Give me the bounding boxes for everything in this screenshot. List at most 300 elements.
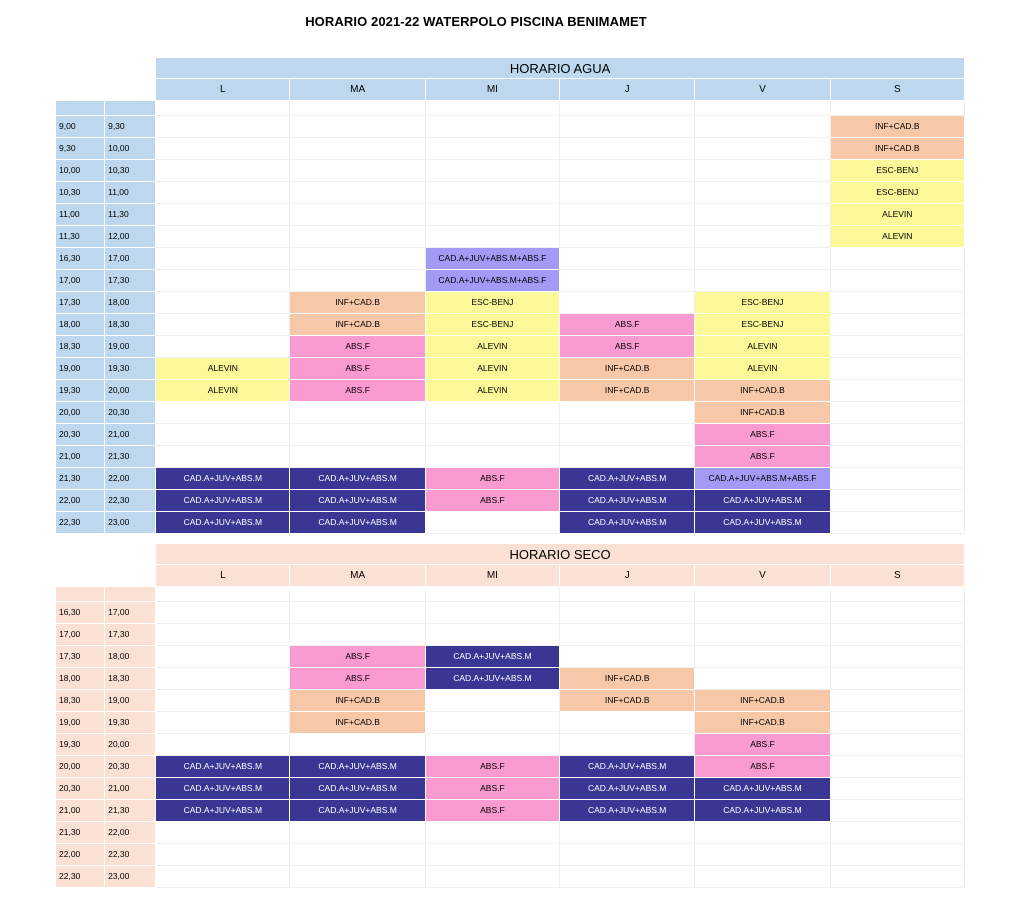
empty-cell [425,100,559,115]
empty-cell [830,733,964,755]
session-cell: ESC-BENJ [425,291,559,313]
table-row [56,225,965,247]
empty-cell [290,247,425,269]
end-time: 20,30 [105,401,156,423]
empty-cell [560,711,695,733]
table-row [56,489,965,511]
start-time: 20,30 [56,777,105,799]
empty-cell [425,225,559,247]
session-cell: ABS.F [290,645,425,667]
empty-cell [695,865,830,887]
start-time: 19,30 [56,379,105,401]
end-time: 21,30 [105,445,156,467]
time-spacer [56,586,105,601]
session-cell: CAD.A+JUV+ABS.M [290,489,425,511]
empty-cell [560,821,695,843]
empty-cell [695,821,830,843]
start-time: 21,00 [56,445,105,467]
table-row [56,667,965,689]
empty-cell [560,423,695,445]
empty-cell [156,137,290,159]
session-cell: ESC-BENJ [425,313,559,335]
empty-cell [560,733,695,755]
empty-cell [695,247,830,269]
start-time: 21,00 [56,799,105,821]
empty-cell [560,601,695,623]
empty-cell [156,623,290,645]
session-cell: ALEVIN [425,379,559,401]
section-header: HORARIO AGUA [156,58,965,79]
start-time: 10,00 [56,159,105,181]
empty-cell [560,181,695,203]
empty-cell [830,269,964,291]
empty-cell [156,335,290,357]
session-cell: CAD.A+JUV+ABS.M [156,777,290,799]
session-cell: INF+CAD.B [695,379,830,401]
empty-cell [560,203,695,225]
empty-cell [290,159,425,181]
empty-cell [156,181,290,203]
empty-cell [425,159,559,181]
empty-cell [425,733,559,755]
start-time: 17,00 [56,623,105,645]
session-cell: CAD.A+JUV+ABS.M [290,777,425,799]
session-cell: ESC-BENJ [830,181,964,203]
start-time: 11,30 [56,225,105,247]
session-cell: ESC-BENJ [830,159,964,181]
session-cell: CAD.A+JUV+ABS.M [425,667,559,689]
session-cell: ALEVIN [425,335,559,357]
day-header: V [695,79,830,101]
empty-cell [830,586,964,601]
empty-cell [425,401,559,423]
table-row [56,379,965,401]
empty-cell [425,115,559,137]
session-cell: CAD.A+JUV+ABS.M [156,467,290,489]
empty-cell [830,755,964,777]
day-header: MI [425,79,559,101]
day-header: MI [425,565,559,587]
start-time: 18,30 [56,689,105,711]
end-time: 11,30 [105,203,156,225]
start-time: 18,30 [56,335,105,357]
empty-cell [695,623,830,645]
empty-cell [290,137,425,159]
table-row [56,335,965,357]
session-cell: ALEVIN [156,357,290,379]
end-time: 21,30 [105,799,156,821]
empty-cell [425,586,559,601]
end-time: 19,30 [105,357,156,379]
empty-cell [425,689,559,711]
day-header: MA [290,79,425,101]
empty-cell [695,137,830,159]
empty-cell [830,799,964,821]
session-cell: INF+CAD.B [695,401,830,423]
session-cell: ABS.F [425,799,559,821]
empty-cell [830,623,964,645]
start-time: 19,30 [56,733,105,755]
empty-cell [830,100,964,115]
empty-cell [156,203,290,225]
table-row [56,181,965,203]
end-time: 9,30 [105,115,156,137]
empty-cell [830,601,964,623]
start-time: 16,30 [56,601,105,623]
empty-cell [156,821,290,843]
empty-cell [830,379,964,401]
end-time: 11,00 [105,181,156,203]
empty-cell [695,586,830,601]
empty-cell [695,159,830,181]
day-header: L [156,565,290,587]
session-cell: INF+CAD.B [695,711,830,733]
empty-cell [290,181,425,203]
empty-cell [830,645,964,667]
session-cell: ESC-BENJ [695,313,830,335]
empty-cell [290,843,425,865]
empty-cell [830,865,964,887]
empty-cell [560,100,695,115]
table-row [56,711,965,733]
empty-cell [560,623,695,645]
session-cell: CAD.A+JUV+ABS.M [560,755,695,777]
empty-cell [560,247,695,269]
empty-cell [695,269,830,291]
table-row [56,269,965,291]
session-cell: ALEVIN [156,379,290,401]
table-row [56,115,965,137]
day-header: J [560,79,695,101]
session-cell: ABS.F [425,755,559,777]
session-cell: CAD.A+JUV+ABS.M [156,799,290,821]
empty-cell [156,586,290,601]
end-time: 17,00 [105,247,156,269]
empty-cell [560,401,695,423]
start-time: 22,30 [56,865,105,887]
empty-cell [560,445,695,467]
session-cell: ABS.F [425,467,559,489]
empty-cell [156,159,290,181]
end-time: 22,00 [105,821,156,843]
end-time: 22,30 [105,843,156,865]
empty-cell [830,445,964,467]
empty-cell [830,423,964,445]
empty-cell [156,100,290,115]
start-time: 18,00 [56,313,105,335]
session-cell: INF+CAD.B [560,379,695,401]
empty-cell [560,137,695,159]
session-cell: INF+CAD.B [560,357,695,379]
empty-cell [830,711,964,733]
water-schedule-table [55,57,965,534]
page-title: HORARIO 2021-22 WATERPOLO PISCINA BENIMAMET [305,14,647,29]
empty-cell [830,821,964,843]
table-row [56,203,965,225]
table-row [56,799,965,821]
start-time: 10,30 [56,181,105,203]
empty-cell [156,269,290,291]
table-row [56,733,965,755]
session-cell: CAD.A+JUV+ABS.M [560,511,695,533]
session-cell: CAD.A+JUV+ABS.M [695,511,830,533]
empty-cell [695,115,830,137]
end-time: 17,00 [105,601,156,623]
session-cell: CAD.A+JUV+ABS.M+ABS.F [695,467,830,489]
session-cell: ABS.F [425,489,559,511]
end-time: 22,00 [105,467,156,489]
table-row [56,865,965,887]
end-time: 20,00 [105,379,156,401]
empty-cell [156,423,290,445]
table-row [56,423,965,445]
empty-cell [290,733,425,755]
end-time: 18,30 [105,667,156,689]
session-cell: ABS.F [695,733,830,755]
end-time: 17,30 [105,623,156,645]
empty-cell [830,843,964,865]
blank-cell [56,58,105,79]
empty-cell [425,601,559,623]
start-time: 11,00 [56,203,105,225]
session-cell: ALEVIN [695,357,830,379]
session-cell: ABS.F [290,335,425,357]
empty-cell [156,733,290,755]
table-row [56,159,965,181]
start-time: 22,00 [56,843,105,865]
session-cell: CAD.A+JUV+ABS.M [560,467,695,489]
table-row [56,601,965,623]
session-cell: INF+CAD.B [560,667,695,689]
start-time: 20,00 [56,401,105,423]
start-time: 21,30 [56,467,105,489]
section-header: HORARIO SECO [156,544,965,565]
session-cell: CAD.A+JUV+ABS.M+ABS.F [425,269,559,291]
session-cell: CAD.A+JUV+ABS.M [560,489,695,511]
empty-cell [156,711,290,733]
blank-cell [105,58,156,79]
empty-cell [156,601,290,623]
empty-cell [156,401,290,423]
empty-cell [156,291,290,313]
empty-cell [830,489,964,511]
empty-cell [830,401,964,423]
start-time: 19,00 [56,711,105,733]
session-cell: CAD.A+JUV+ABS.M+ABS.F [425,247,559,269]
table-row [56,777,965,799]
end-time: 20,30 [105,755,156,777]
empty-cell [425,181,559,203]
empty-cell [695,203,830,225]
end-time: 10,00 [105,137,156,159]
empty-cell [290,445,425,467]
empty-cell [425,843,559,865]
empty-cell [156,645,290,667]
end-time: 20,00 [105,733,156,755]
empty-cell [425,865,559,887]
session-cell: CAD.A+JUV+ABS.M [290,511,425,533]
time-spacer [56,100,105,115]
empty-cell [695,601,830,623]
session-cell: CAD.A+JUV+ABS.M [560,777,695,799]
day-header: S [830,565,964,587]
start-time: 21,30 [56,821,105,843]
end-time: 23,00 [105,865,156,887]
table-row [56,247,965,269]
end-time: 17,30 [105,269,156,291]
session-cell: ALEVIN [695,335,830,357]
table-row [56,623,965,645]
blank-cell [56,544,105,565]
empty-cell [290,423,425,445]
empty-cell [156,689,290,711]
empty-cell [560,843,695,865]
session-cell: CAD.A+JUV+ABS.M [560,799,695,821]
day-header: V [695,565,830,587]
start-time: 16,30 [56,247,105,269]
empty-cell [695,100,830,115]
session-cell: INF+CAD.B [830,115,964,137]
start-time: 17,30 [56,645,105,667]
empty-cell [560,865,695,887]
table-row [56,313,965,335]
session-cell: INF+CAD.B [290,313,425,335]
session-cell: ABS.F [695,423,830,445]
empty-cell [560,645,695,667]
empty-cell [830,667,964,689]
session-cell: INF+CAD.B [830,137,964,159]
empty-cell [156,865,290,887]
session-cell: ABS.F [290,357,425,379]
start-time: 20,00 [56,755,105,777]
end-time: 18,30 [105,313,156,335]
empty-cell [290,586,425,601]
table-row [56,821,965,843]
blank-cell [105,565,156,587]
blank-cell [56,565,105,587]
empty-cell [156,313,290,335]
table-row [56,689,965,711]
start-time: 18,00 [56,667,105,689]
table-row [56,401,965,423]
table-row [56,467,965,489]
empty-cell [290,623,425,645]
empty-cell [290,601,425,623]
empty-cell [425,711,559,733]
session-cell: ALEVIN [830,203,964,225]
day-header: J [560,565,695,587]
empty-cell [156,667,290,689]
session-cell: INF+CAD.B [695,689,830,711]
day-header: L [156,79,290,101]
end-time: 21,00 [105,423,156,445]
empty-cell [695,645,830,667]
empty-cell [560,269,695,291]
empty-cell [560,586,695,601]
empty-cell [830,357,964,379]
session-cell: CAD.A+JUV+ABS.M [156,511,290,533]
empty-cell [425,423,559,445]
start-time: 17,30 [56,291,105,313]
session-cell: ABS.F [290,667,425,689]
empty-cell [290,100,425,115]
session-cell: INF+CAD.B [560,689,695,711]
start-time: 9,30 [56,137,105,159]
table-row [56,357,965,379]
empty-cell [156,225,290,247]
session-cell: CAD.A+JUV+ABS.M [156,489,290,511]
empty-cell [290,865,425,887]
empty-cell [156,445,290,467]
empty-cell [425,623,559,645]
start-time: 22,00 [56,489,105,511]
session-cell: ALEVIN [830,225,964,247]
empty-cell [695,181,830,203]
session-cell: CAD.A+JUV+ABS.M [695,489,830,511]
empty-cell [425,203,559,225]
session-cell: ABS.F [290,379,425,401]
end-time: 19,30 [105,711,156,733]
time-spacer [105,586,156,601]
start-time: 9,00 [56,115,105,137]
end-time: 10,30 [105,159,156,181]
empty-cell [830,777,964,799]
session-cell: CAD.A+JUV+ABS.M [290,467,425,489]
session-cell: ABS.F [560,313,695,335]
end-time: 12,00 [105,225,156,247]
table-row [56,755,965,777]
empty-cell [290,115,425,137]
table-row [56,843,965,865]
empty-cell [560,291,695,313]
table-row [56,445,965,467]
empty-cell [290,225,425,247]
start-time: 22,30 [56,511,105,533]
session-cell: ABS.F [560,335,695,357]
session-cell: CAD.A+JUV+ABS.M [695,799,830,821]
empty-cell [830,313,964,335]
empty-cell [425,137,559,159]
empty-cell [830,291,964,313]
start-time: 17,00 [56,269,105,291]
session-cell: ABS.F [425,777,559,799]
session-cell: CAD.A+JUV+ABS.M [695,777,830,799]
empty-cell [830,467,964,489]
empty-cell [425,511,559,533]
table-row [56,291,965,313]
session-cell: CAD.A+JUV+ABS.M [290,755,425,777]
blank-cell [105,544,156,565]
empty-cell [695,667,830,689]
session-cell: CAD.A+JUV+ABS.M [156,755,290,777]
blank-cell [105,79,156,101]
session-cell: INF+CAD.B [290,711,425,733]
session-cell: INF+CAD.B [290,291,425,313]
table-row [56,511,965,533]
session-cell: ALEVIN [425,357,559,379]
start-time: 20,30 [56,423,105,445]
session-cell: ABS.F [695,445,830,467]
empty-cell [156,115,290,137]
day-header: S [830,79,964,101]
empty-cell [290,269,425,291]
empty-cell [695,843,830,865]
empty-cell [290,821,425,843]
empty-cell [156,843,290,865]
empty-cell [560,225,695,247]
empty-cell [560,159,695,181]
end-time: 19,00 [105,689,156,711]
